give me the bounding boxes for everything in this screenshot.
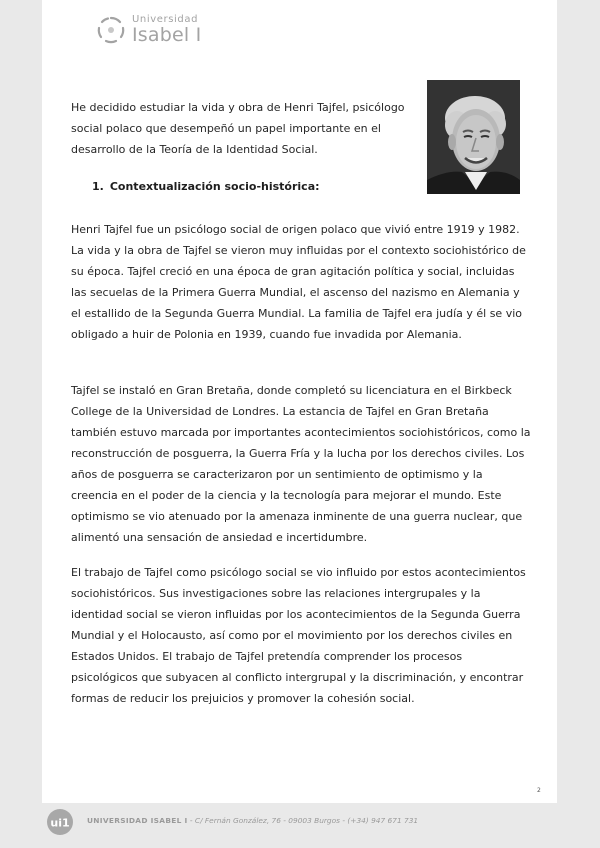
logo-line2: Isabel I	[132, 24, 202, 46]
logo-line1: Universidad	[132, 14, 199, 25]
page-number: 2	[537, 787, 541, 794]
university-logo	[96, 13, 201, 47]
ui1-logo-icon	[45, 807, 75, 837]
paragraph-3: El trabajo de Tajfel como psicólogo social se vio influido por estos acontecimientos sociohistóricos. Sus investigaciones sobre las relaciones intergrupales y la identidad social se vieron influidas por los acontecimientos de la Segunda Guerra Mundial y el Holocausto, así como por el movimiento por los derechos civiles en Estados Unidos. El trabajo de Tajfel pretendía comprender los procesos psicológicos que subyacen al conflicto intergrupal y la discriminación, y encontrar formas de reducir los prejuicios y promover la cohesión social.	[71, 566, 526, 705]
section-title: Contextualización socio-histórica:	[109, 180, 320, 193]
section-heading	[92, 180, 320, 193]
footer-address: - C/ Fernán González, 76 - 09003 Burgos - (+34) 947 671 731	[187, 816, 419, 825]
section-number: 1.	[92, 180, 104, 193]
ui1-logo-text: ui1	[50, 816, 70, 830]
portrait-photo	[427, 80, 520, 194]
university-logo-icon	[96, 15, 126, 45]
intro-paragraph: He decidido estudiar la vida y obra de Henri Tajfel, psicólogo social polaco que desempeñó un papel importante en el desarrollo de la Teoría de la Identidad Social.	[71, 101, 405, 156]
footer-university: UNIVERSIDAD ISABEL I	[87, 816, 188, 825]
paragraph-2: Tajfel se instaló en Gran Bretaña, donde completó su licenciatura en el Birkbeck College de la Universidad de Londres. La estancia de Tajfel en Gran Bretaña también estuvo marcada por importantes acontecimientos sociohistóricos, como la reconstrucción de posguerra, la Guerra Fría y la lucha por los derechos civiles. Los años de posguerra se caracterizaron por un sentimiento de optimismo y la creencia en el poder de la ciencia y la tecnología para mejorar el mundo. Este optimismo se vio atenuado por la amenaza inminente de una guerra nuclear, que alimentó una sensación de ansiedad e incertidumbre.	[71, 384, 531, 544]
paragraph-1: Henri Tajfel fue un psicólogo social de origen polaco que vivió entre 1919 y 1982. La vida y la obra de Tajfel se vieron muy influidas por el contexto sociohistórico de su época. Tajfel creció en una época de gran agitación política y social, incluidas las secuelas de la Primera Guerra Mundial, el ascenso del nazismo en Alemania y el estallido de la Segunda Guerra Mundial. La familia de Tajfel era judía y él se vio obligado a huir de Polonia en 1939, cuando fue invadida por Alemania.	[71, 223, 526, 341]
footer	[0, 803, 600, 848]
footer-text	[87, 816, 418, 825]
